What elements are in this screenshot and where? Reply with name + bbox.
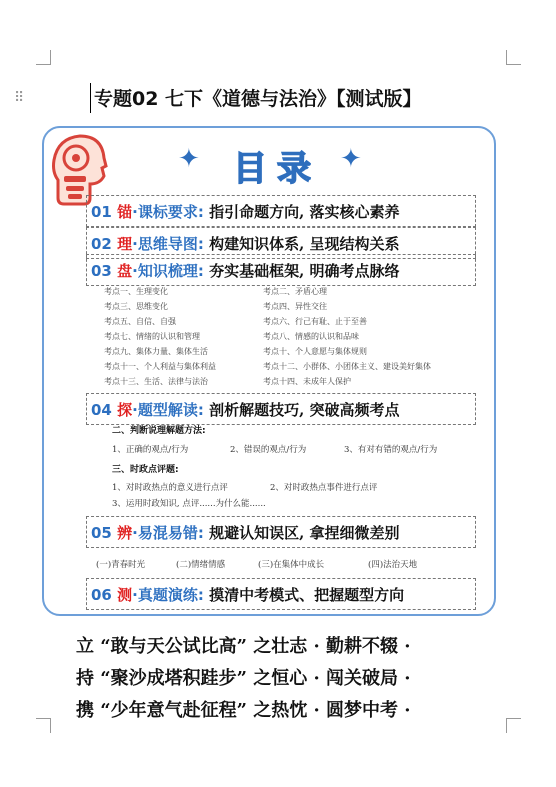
danyuan-2: (二)情绪情感 xyxy=(176,560,226,570)
tixing-heading-1: 二、判断说理解题方法: xyxy=(112,426,206,436)
section-05[interactable]: 05 辨·易混易错: 规避认知误区, 拿捏细微差别 xyxy=(86,516,476,548)
danyuan-4: (四)法治天地 xyxy=(368,560,418,570)
kaodian-13: 考点十三、生活、法律与法治 xyxy=(104,377,208,386)
section-06[interactable]: 06 测·真题演练: 摸清中考模式、把握题型方向 xyxy=(86,578,476,610)
crop-mark-top-left xyxy=(36,50,51,65)
tixing-item-6: 3、运用时政知识, 点评......为什么能...... xyxy=(112,499,266,509)
kaodian-11: 考点十一、个人利益与集体利益 xyxy=(104,362,216,371)
section-04[interactable]: 04 探·题型解读: 剖析解题技巧, 突破高频考点 xyxy=(86,393,476,425)
crop-mark-top-right xyxy=(506,50,521,65)
motto-line-1: 立 “敢与天公试比高” 之壮志 · 勤耕不辍 · xyxy=(76,636,411,657)
tixing-item-4: 1、对时政热点的意义进行点评 xyxy=(112,483,228,493)
tixing-heading-2: 三、时政点评题: xyxy=(112,465,179,475)
section-03[interactable]: 03 盘·知识梳理: 夯实基础框架, 明确考点脉络 xyxy=(86,254,476,286)
kaodian-5: 考点五、自信、自强 xyxy=(104,317,176,326)
crop-mark-bottom-right xyxy=(506,718,521,733)
document-title[interactable]: 专题02 七下《道德与法治》【测试版】 xyxy=(94,88,422,110)
motto-line-2: 持 “聚沙成塔积跬步” 之恒心 · 闯关破局 · xyxy=(76,668,411,689)
crop-mark-bottom-left xyxy=(36,718,51,733)
kaodian-4: 考点四、异性交往 xyxy=(263,302,327,311)
kaodian-10: 考点十、个人意愿与集体规则 xyxy=(263,347,367,356)
kaodian-3: 考点三、思维变化 xyxy=(104,302,168,311)
tixing-item-2: 2、错误的观点/行为 xyxy=(230,445,307,455)
sparkle-icon-left: ✦ xyxy=(178,144,200,174)
drag-handle-icon[interactable]: ⠿ xyxy=(14,90,23,106)
tixing-item-3: 3、有对有错的观点/行为 xyxy=(344,445,438,455)
text-cursor xyxy=(90,83,91,113)
section-01[interactable]: 01 锚·课标要求: 指引命题方向, 落实核心素养 xyxy=(86,195,476,227)
kaodian-6: 考点六、行己有耻、止于至善 xyxy=(263,317,367,326)
kaodian-9: 考点九、集体力量、集体生活 xyxy=(104,347,208,356)
kaodian-7: 考点七、情绪的认识和管理 xyxy=(104,332,200,341)
tixing-item-5: 2、对时政热点事件进行点评 xyxy=(270,483,378,493)
tixing-item-1: 1、正确的观点/行为 xyxy=(112,445,189,455)
toc-heading: 目录 xyxy=(233,149,321,189)
danyuan-3: (三)在集体中成长 xyxy=(258,560,325,570)
motto-line-3: 携 “少年意气赴征程” 之热忱 · 圆梦中考 · xyxy=(76,700,411,721)
sparkle-icon-right: ✦ xyxy=(340,144,362,174)
kaodian-14: 考点十四、未成年人保护 xyxy=(263,377,351,386)
kaodian-8: 考点八、情感的认识和品味 xyxy=(263,332,359,341)
section-02[interactable]: 02 理·思维导图: 构建知识体系, 呈现结构关系 xyxy=(86,227,476,259)
kaodian-12: 考点十二、小群体、小团体主义、建设美好集体 xyxy=(263,362,431,371)
kaodian-1: 考点一、生理变化 xyxy=(104,287,168,296)
danyuan-1: (一)青春时光 xyxy=(96,560,146,570)
kaodian-2: 考点二、矛盾心理 xyxy=(263,287,327,296)
